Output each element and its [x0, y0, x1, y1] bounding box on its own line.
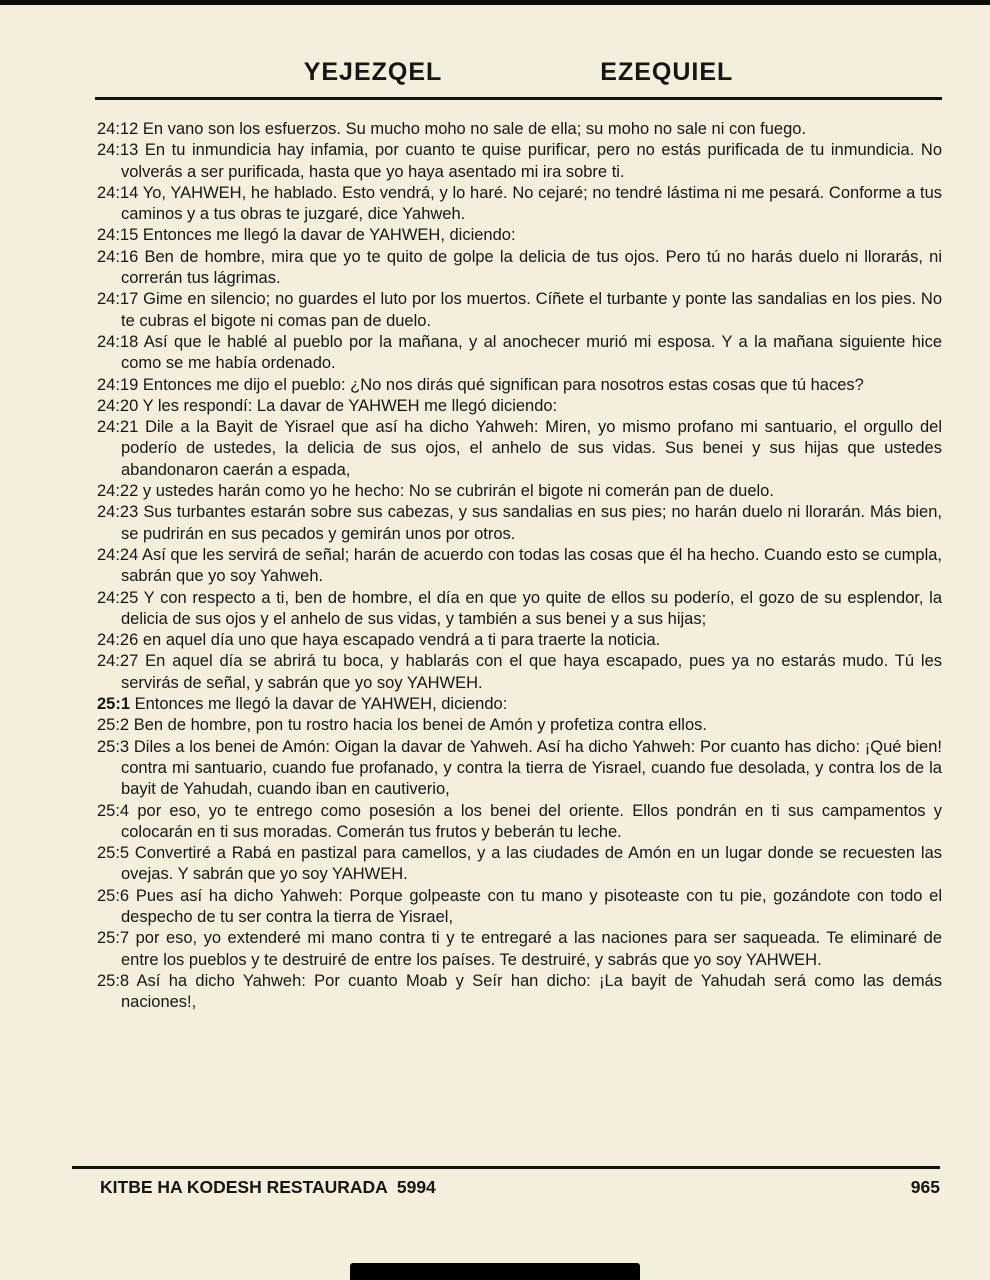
- header-title-right: EZEQUIEL: [600, 58, 734, 86]
- verse: [97, 140, 942, 183]
- verse: [97, 588, 942, 631]
- verse-number: 25:1: [97, 695, 131, 714]
- verse: [97, 630, 942, 651]
- verse: [97, 375, 942, 396]
- verse: [97, 332, 942, 375]
- verse-number: 24:24: [97, 545, 139, 564]
- verse-number: 25:6: [97, 886, 130, 905]
- verse-text: Convertiré a Rabá en pastizal para camellos, y a las ciudades de Amón en un lugar donde se recuesten las ovejas. Y sabrán que yo soy YAHWEH.: [121, 844, 942, 884]
- verse-text: En vano son los esfuerzos. Su mucho moho no sale de ella; su moho no sale ni con fuego.: [138, 120, 807, 138]
- verse-number: 24:23: [97, 503, 139, 522]
- verse-text: Y les respondí: La davar de YAHWEH me llegó diciendo:: [138, 396, 558, 415]
- verse-number: 24:17: [97, 290, 139, 309]
- verse-number: 24:16: [97, 247, 139, 266]
- verse-number: 24:19: [97, 375, 139, 394]
- verse: [97, 396, 942, 417]
- header-title-left: YEJEZQEL: [303, 58, 443, 86]
- verse-text: Así ha dicho Yahweh: Por cuanto Moab y Seír han dicho: ¡La bayit de Yahudah será como las demás naciones!,: [121, 971, 942, 1012]
- verse-number: 25:7: [97, 929, 130, 948]
- verse: [97, 737, 942, 801]
- verse-text: Así que le hablé al pueblo por la mañana, y al anochecer murió mi esposa. Y a la mañana siguiente hice como se me había ordenado.: [121, 332, 942, 373]
- verse-text: Sus turbantes estarán sobre sus cabezas, y sus sandalias en sus pies; no harán duelo ni llorarán. Más bien, se pudrirán en sus pecados y gemirán unos por otros.: [121, 503, 942, 543]
- verse-number: 24:22: [97, 482, 139, 501]
- verse-number: 24:21: [97, 418, 139, 437]
- verse-number: 24:27: [97, 652, 139, 671]
- verse-number: 24:26: [97, 631, 139, 650]
- verse-text: Y con respecto a ti, ben de hombre, el día en que yo quite de ellos su poderío, el gozo de su esplendor, la delicia de sus ojos y el anhelo de sus vidas, y también a sus benei y a sus hijas;: [121, 588, 942, 628]
- verse: [97, 289, 942, 332]
- verse-number: 25:3: [97, 737, 130, 756]
- page-top-edge: [0, 0, 990, 5]
- page-header: [95, 58, 942, 87]
- verse: [97, 651, 942, 694]
- verse-text: Diles a los benei de Amón: Oigan la davar de Yahweh. Así ha dicho Yahweh: Por cuanto has dicho: ¡Qué bien! contra mi santuario, cuando fue profanado, y contra la tierra de Yisrael, cuando fue desolada, y contra los de la bayit de Yahudah, cuando iban en cautiverio,: [121, 737, 942, 799]
- verse-number: 24:20: [97, 396, 139, 415]
- verse: [97, 417, 942, 481]
- verse-text: por eso, yo te entrego como posesión a los benei del oriente. Ellos pondrán en ti sus campamentos y colocarán en ti sus moradas. Comerán tus frutos y beberán tu leche.: [121, 801, 942, 841]
- verse: [97, 886, 942, 929]
- verse-text: Yo, YAHWEH, he hablado. Esto vendrá, y lo haré. No cejaré; no tendré lástima ni me pesará. Conforme a tus caminos y a tus obras te juzgaré, dice Yahweh.: [121, 183, 942, 224]
- verse: [97, 247, 942, 290]
- verse-text: Entonces me llegó la davar de YAHWEH, diciendo:: [138, 226, 516, 245]
- verse: [97, 481, 942, 502]
- verse-number: 24:13: [97, 141, 139, 160]
- verse: [97, 502, 942, 545]
- verse-number: 25:8: [97, 971, 130, 990]
- verse: [97, 801, 942, 844]
- verse-number: 24:14: [97, 183, 139, 202]
- footer-divider: [72, 1166, 940, 1169]
- verse-text: Ben de hombre, mira que yo te quito de golpe la delicia de tus ojos. Pero tú no harás duelo ni llorarás, ni correrán tus lágrimas.: [121, 247, 942, 288]
- verse-text: Ben de hombre, pon tu rostro hacia los benei de Amón y profetiza contra ellos.: [129, 716, 707, 735]
- verse: [97, 183, 942, 226]
- bottom-bar: [350, 1263, 640, 1280]
- verse-text: Dile a la Bayit de Yisrael que así ha dicho Yahweh: Miren, yo mismo profano mi santuario, el orgullo del poderío de ustedes, la delicia de sus ojos, el anhelo de sus vidas. Sus benei y sus hijas que ustedes abandonaron caerán a espada,: [121, 418, 942, 479]
- verse-number: 24:12: [97, 120, 139, 138]
- verse-number: 24:18: [97, 332, 139, 351]
- footer-book-title: KITBE HA KODESH RESTAURADA 5994: [100, 1177, 436, 1197]
- verse: [97, 225, 942, 246]
- verse: [97, 119, 942, 140]
- verse: [97, 843, 942, 886]
- verse-number: 25:2: [97, 716, 130, 735]
- verse: [97, 715, 942, 736]
- verse-text: En tu inmundicia hay infamia, por cuanto te quise purificar, pero no estás purificada de tu inmundicia. No volverás a ser purificada, hasta que yo haya asentado mi ira sobre ti.: [121, 141, 942, 181]
- verse-number: 24:15: [97, 226, 139, 245]
- verse-text: y ustedes harán como yo he hecho: No se cubrirán el bigote ni comerán pan de duelo.: [138, 482, 774, 501]
- verse-number: 25:4: [97, 801, 130, 820]
- verse-number: 24:25: [97, 588, 139, 607]
- page-footer: [100, 1177, 940, 1198]
- verse: [97, 928, 942, 971]
- verse-text: En aquel día se abrirá tu boca, y hablarás con el que haya escapado, pues ya no estarás mudo. Tú les servirás de señal, y sabrán que yo soy YAHWEH.: [121, 652, 942, 692]
- verse-text: Entonces me dijo el pueblo: ¿No nos dirás qué significan para nosotros estas cosas que tú haces?: [138, 375, 864, 394]
- verse: [97, 971, 942, 1014]
- verse-text: por eso, yo extenderé mi mano contra ti y te entregaré a las naciones para ser saqueada. Te eliminaré de entre los pueblos y te destruiré de entre los países. Te destruiré, y sabrás que yo soy YAHWEH.: [121, 929, 942, 969]
- verse-list: [97, 119, 942, 1013]
- verse-text: Entonces me llegó la davar de YAHWEH, diciendo:: [130, 695, 508, 714]
- verse: [97, 545, 942, 588]
- verse-text: Gime en silencio; no guardes el luto por los muertos. Cíñete el turbante y ponte las sandalias en los pies. No te cubras el bigote ni comas pan de duelo.: [121, 290, 942, 330]
- verse-text: Así que les servirá de señal; harán de acuerdo con todas las cosas que él ha hecho. Cuando esto se cumpla, sabrán que yo soy Yahweh.: [121, 545, 942, 586]
- footer-page-number: 965: [910, 1177, 940, 1197]
- verse-text: en aquel día uno que haya escapado vendrá a ti para traerte la noticia.: [138, 631, 661, 650]
- verse-number: 25:5: [97, 844, 130, 863]
- verse-text: Pues así ha dicho Yahweh: Porque golpeaste con tu mano y pisoteaste con tu pie, gozándote con todo el despecho de tu ser contra la tierra de Yisrael,: [121, 886, 942, 926]
- verse: [97, 694, 942, 715]
- header-divider: [95, 97, 942, 100]
